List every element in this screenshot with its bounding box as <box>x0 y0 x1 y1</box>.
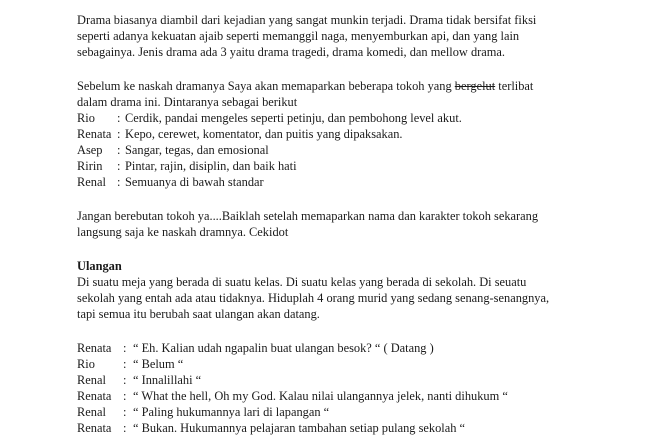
dialogue-row <box>77 420 637 436</box>
character-row <box>77 142 637 158</box>
speaker-name: Renata <box>77 341 112 355</box>
speaker-separator: : <box>123 389 127 403</box>
character-description: Cerdik, pandai mengeles seperti petinju, dan pembohong level akut. <box>125 111 462 125</box>
speaker-name: Renata <box>77 421 112 435</box>
cast-intro-line: dalam drama ini. Dintaranya sebagai berikut <box>77 95 298 109</box>
dialogue-text: “ Innalillahi “ <box>133 373 202 387</box>
dialogue-text: “ Bukan. Hukumannya pelajaran tambahan setiap pulang sekolah “ <box>133 421 466 435</box>
dialogue-row <box>77 356 637 372</box>
character-name: Renal <box>77 175 106 189</box>
dialogue-row <box>77 388 637 404</box>
speaker-name: Rio <box>77 357 95 371</box>
scene-heading: Ulangan <box>77 259 122 273</box>
struck-word: bergelut <box>454 79 496 93</box>
character-separator: : <box>117 175 121 189</box>
speaker-separator: : <box>123 405 127 419</box>
character-name: Rio <box>77 111 95 125</box>
speaker-separator: : <box>123 373 127 387</box>
character-row <box>77 158 637 174</box>
scene-line: tapi semua itu berubah saat ulangan akan datang. <box>77 307 320 321</box>
speaker-name: Renal <box>77 405 106 419</box>
character-row <box>77 110 637 126</box>
character-name: Renata <box>77 127 112 141</box>
character-separator: : <box>117 127 121 141</box>
speaker-name: Renal <box>77 373 106 387</box>
intro-line: seperti adanya kekuatan ajaib seperti memanggil naga, menyemburkan api, dan yang lain <box>77 29 520 43</box>
dialogue-text: “ Paling hukumannya lari di lapangan “ <box>133 405 330 419</box>
speaker-separator: : <box>123 341 127 355</box>
character-description: Semuanya di bawah standar <box>125 175 264 189</box>
character-separator: : <box>117 111 121 125</box>
scene-line: sekolah yang entah ada atau tidaknya. Hiduplah 4 orang murid yang sedang senang-senangnya, <box>77 291 550 305</box>
character-description: Sangar, tegas, dan emosional <box>125 143 269 157</box>
scene-line: Di suatu meja yang berada di suatu kelas. Di suatu kelas yang berada di sekolah. Di seuatu <box>77 275 527 289</box>
intro-line: Drama biasanya diambil dari kejadian yang sangat munkin terjadi. Drama tidak bersifat fiksi <box>77 13 537 27</box>
intro-line: sebagainya. Jenis drama ada 3 yaitu drama tragedi, drama komedi, dan mellow drama. <box>77 45 506 59</box>
speaker-name: Renata <box>77 389 112 403</box>
character-row <box>77 174 637 190</box>
closing-line: Jangan berebutan tokoh ya....Baiklah setelah memaparkan nama dan karakter tokoh sekarang <box>77 209 539 223</box>
dialogue-text: “ Eh. Kalian udah ngapalin buat ulangan besok? “ ( Datang ) <box>133 341 434 355</box>
character-separator: : <box>117 143 121 157</box>
speaker-separator: : <box>123 421 127 435</box>
cast-intro-text: terlibat <box>495 79 534 93</box>
dialogue-row <box>77 404 637 420</box>
cast-section <box>77 78 637 190</box>
dialogue-row <box>77 340 637 356</box>
character-separator: : <box>117 159 121 173</box>
cast-intro-text: Sebelum ke naskah dramanya Saya akan memaparkan beberapa tokoh yang <box>77 79 455 93</box>
scene-section <box>77 258 637 322</box>
closing-line: langsung saja ke naskah dramnya. Cekidot <box>77 225 289 239</box>
dialogue-section <box>77 340 637 436</box>
character-description: Kepo, cerewet, komentator, dan puitis yang dipaksakan. <box>125 127 403 141</box>
dialogue-text: “ Belum “ <box>133 357 184 371</box>
character-name: Ririn <box>77 159 103 173</box>
speaker-separator: : <box>123 357 127 371</box>
intro-paragraph <box>77 12 637 60</box>
closing-paragraph <box>77 208 637 240</box>
cast-intro-line <box>77 78 637 94</box>
dialogue-text: “ What the hell, Oh my God. Kalau nilai ulangannya jelek, nanti dihukum “ <box>133 389 508 403</box>
character-description: Pintar, rajin, disiplin, dan baik hati <box>125 159 297 173</box>
document-page <box>77 12 637 436</box>
dialogue-row <box>77 372 637 388</box>
character-name: Asep <box>77 143 103 157</box>
character-row <box>77 126 637 142</box>
